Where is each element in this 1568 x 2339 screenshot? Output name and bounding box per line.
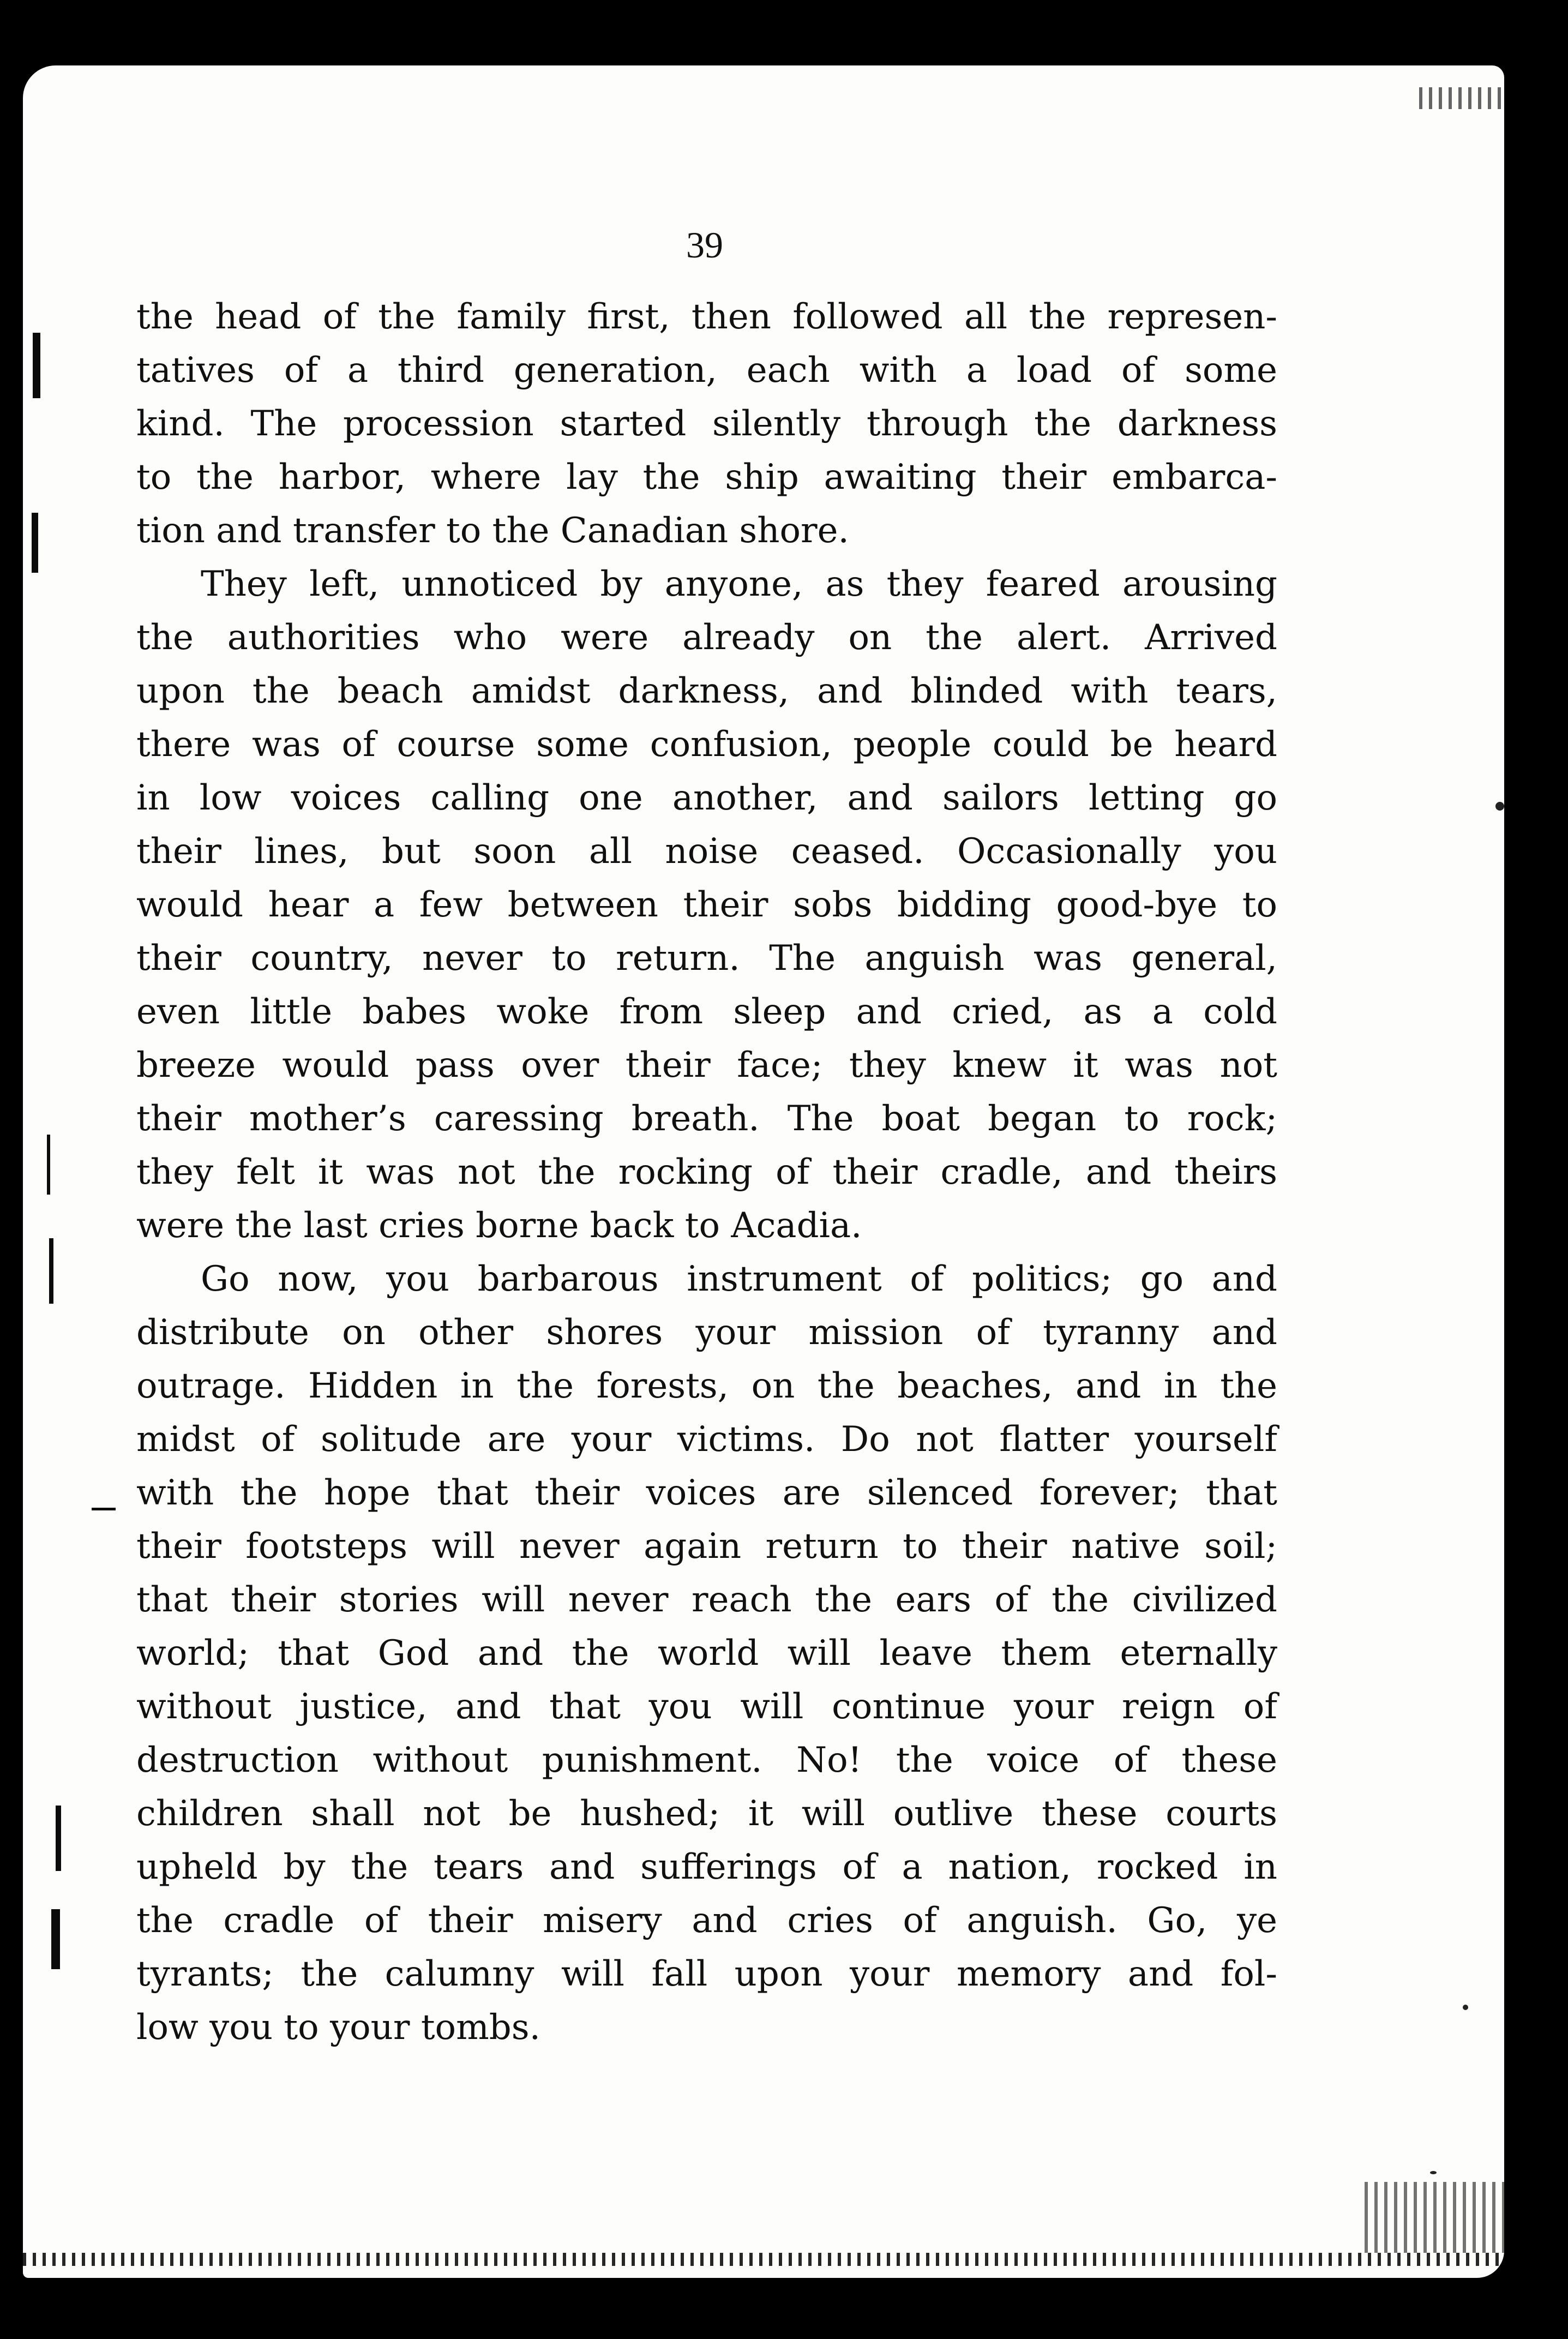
text-line: with the hope that their voices are silenced forever; that <box>136 1473 1277 1513</box>
text-line: their country, never to return. The anguish was general, <box>136 938 1277 979</box>
text-line: They left, unnoticed by anyone, as they feared arousing <box>201 564 1277 604</box>
text-line: Go now, you barbarous instrument of politics; go and <box>201 1259 1277 1299</box>
book-page <box>23 65 1504 2278</box>
text-line: low you to your tombs. <box>136 2007 540 2048</box>
text-line: that their stories will never reach the ears of the civilized <box>136 1580 1277 1620</box>
body-text <box>136 290 1277 2054</box>
text-line: the head of the family first, then followed all the represen- <box>136 297 1277 337</box>
text-line: their lines, but soon all noise ceased. Occasionally you <box>136 831 1277 872</box>
text-line: they felt it was not the rocking of their cradle, and theirs <box>136 1152 1277 1192</box>
text-line: even little babes woke from sleep and cried, as a cold <box>136 992 1277 1032</box>
margin-mark <box>49 1238 53 1304</box>
text-line: breeze would pass over their face; they knew it was not <box>136 1045 1277 1085</box>
text-line: upheld by the tears and sufferings of a nation, rocked in <box>136 1847 1277 1887</box>
text-line: their mother’s caressing breath. The boat began to rock; <box>136 1099 1277 1139</box>
text-line: the cradle of their misery and cries of anguish. Go, ye <box>136 1900 1277 1941</box>
margin-mark <box>32 513 38 573</box>
margin-mark <box>51 1909 60 1969</box>
text-line: children shall not be hushed; it will outlive these courts <box>136 1794 1277 1834</box>
margin-mark <box>92 1508 116 1510</box>
text-line: their footsteps will never again return to their native soil; <box>136 1526 1277 1567</box>
text-line: tyrants; the calumny will fall upon your memory and fol- <box>136 1954 1277 1994</box>
text-line: distribute on other shores your mission of tyranny and <box>136 1312 1277 1353</box>
text-line: destruction without punishment. No! the voice of these <box>136 1740 1277 1780</box>
text-line: outrage. Hidden in the forests, on the beaches, and in the <box>136 1366 1277 1406</box>
text-line: kind. The procession started silently through the darkness <box>136 404 1277 444</box>
text-line: there was of course some confusion, people could be heard <box>136 724 1277 765</box>
page-number: 39 <box>686 224 723 266</box>
text-line: world; that God and the world will leave them eternally <box>136 1633 1277 1674</box>
text-line: upon the beach amidst darkness, and blinded with tears, <box>136 671 1277 711</box>
margin-mark <box>33 333 40 398</box>
page-edge-noise <box>1419 87 1504 109</box>
speck <box>1430 2171 1437 2174</box>
text-line: the authorities who were already on the alert. Arrived <box>136 617 1277 658</box>
text-line: were the last cries borne back to Acadia. <box>136 1206 862 1246</box>
text-line: would hear a few between their sobs bidding good-bye to <box>136 885 1277 925</box>
text-line: midst of solitude are your victims. Do not flatter yourself <box>136 1419 1277 1460</box>
speck <box>1463 2005 1468 2010</box>
text-line: without justice, and that you will continue your reign of <box>136 1687 1277 1727</box>
margin-mark <box>56 1806 61 1871</box>
margin-mark <box>47 1135 50 1195</box>
text-line: tatives of a third generation, each with a load of some <box>136 350 1277 391</box>
text-line: to the harbor, where lay the ship awaiting their embarca- <box>136 457 1277 497</box>
text-line: in low voices calling one another, and sailors letting go <box>136 778 1277 818</box>
page-edge-noise <box>23 2253 1504 2266</box>
page-edge-noise <box>1365 2182 1504 2253</box>
speck <box>1495 802 1504 811</box>
text-line: tion and transfer to the Canadian shore. <box>136 511 849 551</box>
